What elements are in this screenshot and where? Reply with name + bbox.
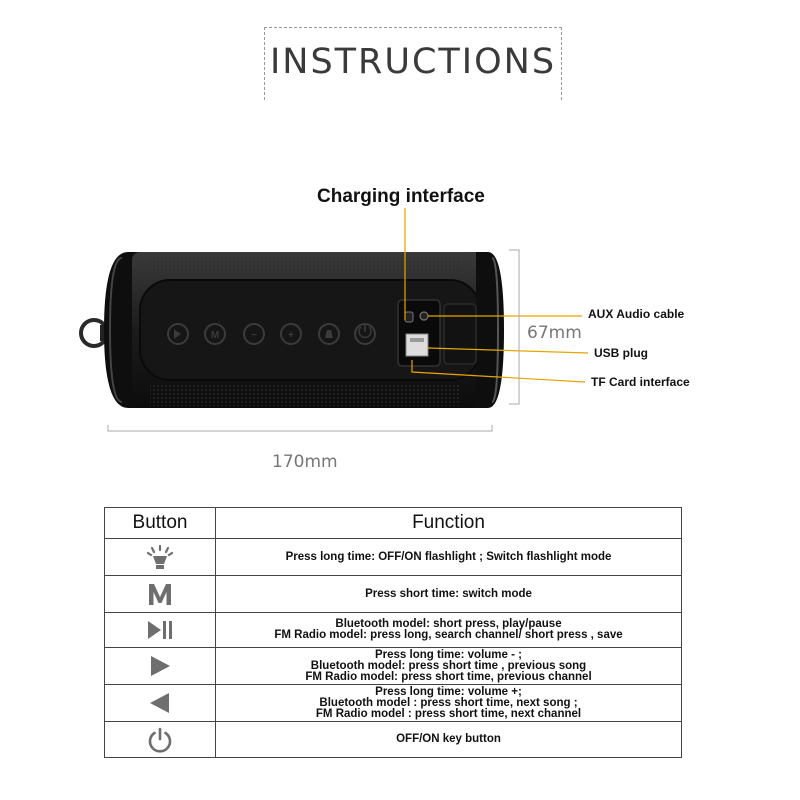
table-row [105, 613, 682, 648]
table-row [105, 685, 682, 722]
function-text: Bluetooth model: press short time , previous song [310, 659, 587, 672]
page-title: INSTRUCTIONS [269, 42, 557, 82]
function-text: FM Radio model : press short time, next channel [315, 707, 582, 720]
height-dimension-label: 67mm [527, 323, 582, 343]
width-dimension-line [108, 425, 492, 431]
svg-text:M: M [210, 330, 220, 341]
play-pause-icon [146, 619, 174, 641]
width-dimension-label: 170mm [272, 452, 338, 472]
table-row [105, 648, 682, 685]
function-text: Press short time: switch mode [365, 587, 532, 600]
right-end-cap [476, 252, 504, 408]
table-row [105, 722, 682, 758]
function-text: Bluetooth model : press short time, next song ; [319, 696, 578, 709]
volume-down-prev-icon [148, 654, 172, 678]
function-text: Press long time: volume - ; [375, 648, 522, 661]
table-row [105, 576, 682, 613]
volume-up-next-icon [148, 691, 172, 715]
tf-callout-label: TF Card interface [591, 375, 690, 389]
svg-text:−: − [251, 330, 257, 341]
function-text: Bluetooth model: short press, play/pause [335, 618, 562, 630]
table-row [105, 539, 682, 576]
function-text: Press long time: OFF/ON flashlight ; Switch flashlight mode [285, 550, 612, 563]
button-column-header: Button [105, 508, 216, 539]
function-text: Press long time: volume +; [375, 685, 522, 698]
flashlight-icon [145, 544, 175, 570]
function-text: OFF/ON key button [396, 733, 501, 745]
function-text: FM Radio model: press short time, previous channel [305, 670, 592, 683]
charging-interface-label: Charging interface [317, 186, 485, 207]
function-text: FM Radio model: press long, search channel/ short press , save [274, 629, 623, 641]
height-dimension-line [509, 250, 519, 404]
function-column-header: Function [216, 508, 682, 539]
svg-text:+: + [288, 330, 294, 341]
button-function-table [104, 507, 682, 758]
aux-callout-label: AUX Audio cable [588, 307, 685, 321]
usb-callout-label: USB plug [594, 346, 648, 360]
power-icon [146, 726, 174, 754]
mode-m-icon [146, 581, 174, 607]
